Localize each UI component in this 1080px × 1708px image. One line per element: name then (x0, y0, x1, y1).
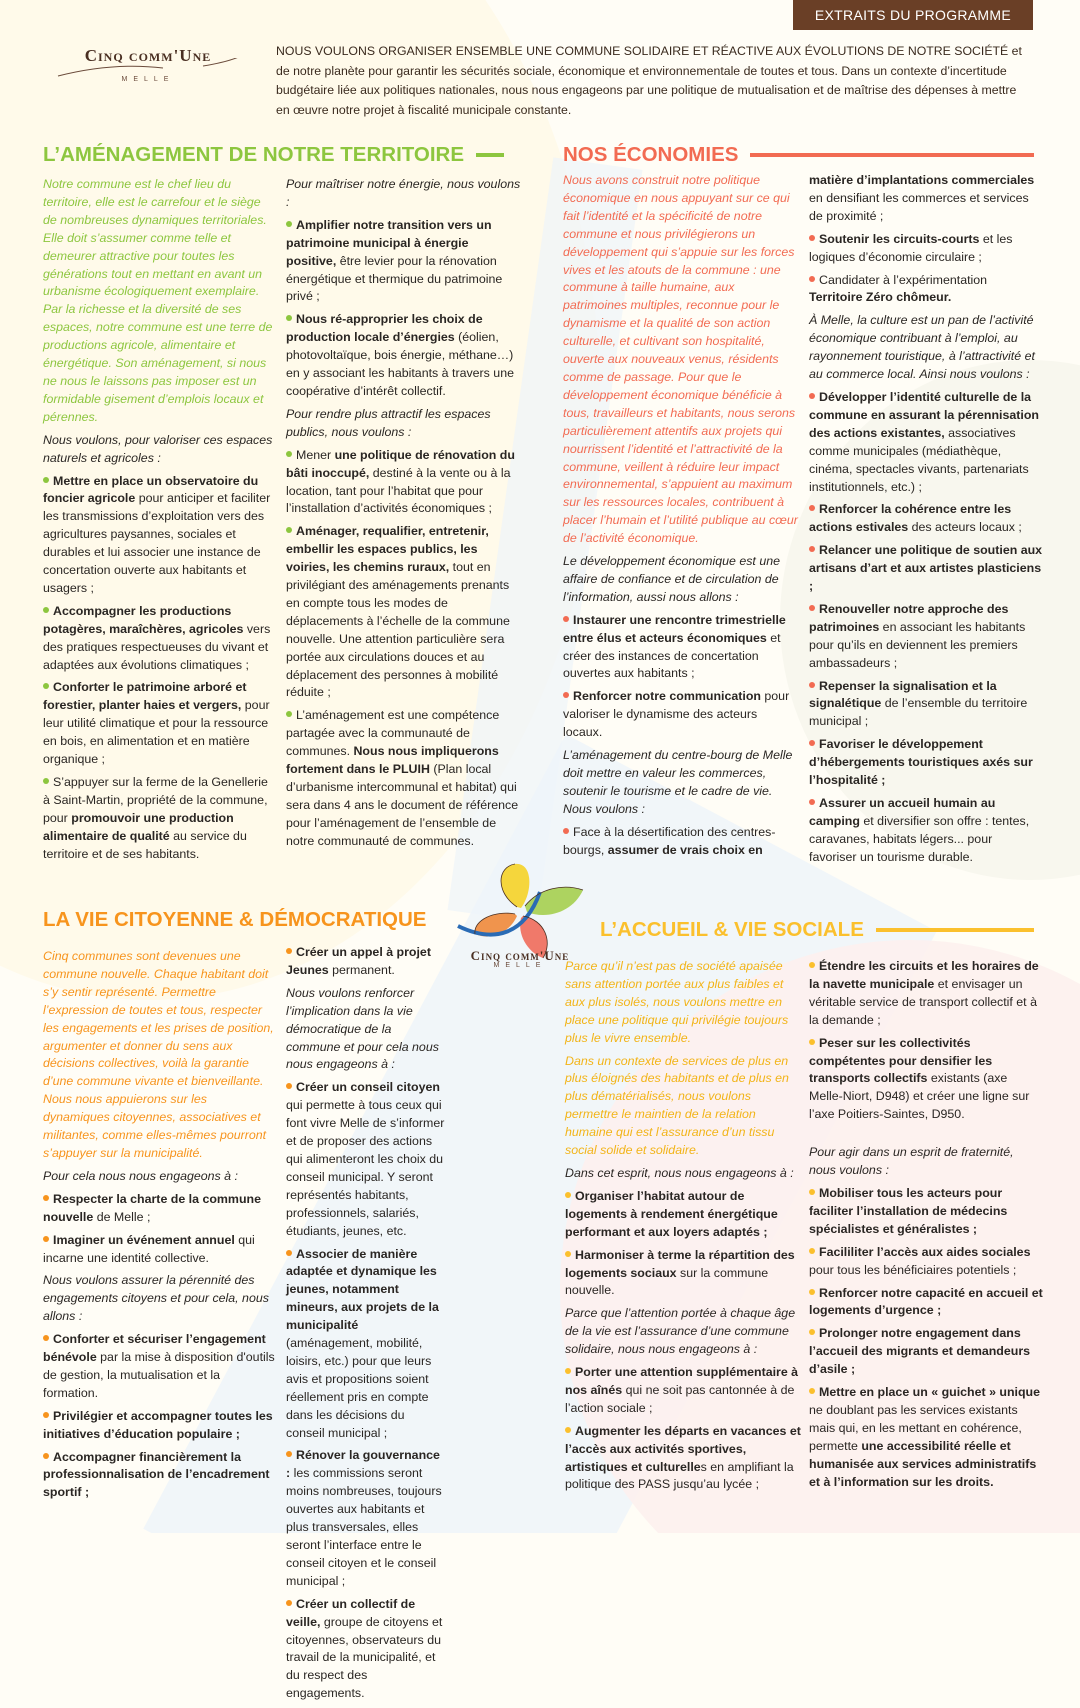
column-citoyenne-1 (43, 948, 275, 1507)
lead-paragraph (43, 176, 275, 427)
title-rule (476, 153, 504, 157)
text-segment: Facililiter l’accès aux aides sociales (819, 1244, 1031, 1259)
text-segment: Relancer une politique de soutien aux artisans d’art et aux artistes plasticiens ; (809, 543, 1043, 594)
text-segment: Soutenir les circuits-courts (819, 231, 980, 246)
text-segment: Pour agir dans un esprit de fraternité, nous voulons : (809, 1145, 1014, 1178)
text-segment: existants (axe Melle-Niort, D948) et créer une ligne sur l’axe Poitiers-Saintes, D950. (809, 1071, 1030, 1122)
logo-sub: MELLE (121, 76, 175, 83)
text-segment: en densifiant les commerces et services de proximité ; (809, 190, 1029, 223)
column-accueil-2 (809, 958, 1043, 1496)
bullet-item (286, 1447, 446, 1590)
bullet-icon (809, 605, 815, 611)
text-segment: Harmoniser à terme la répartition des logements sociaux (565, 1247, 795, 1280)
lead-paragraph (565, 1053, 801, 1160)
bullet-item (809, 601, 1043, 673)
bullet-item (43, 1232, 275, 1268)
text-segment: de Melle ; (93, 1209, 151, 1224)
bullet-item (43, 1408, 275, 1444)
bullet-icon (563, 828, 569, 834)
bullet-icon (809, 546, 815, 552)
text-segment: Associer de manière adaptée et dynamique les jeunes, notamment mineurs, aux projets de la municipalité (286, 1246, 439, 1333)
bullet-icon (286, 527, 292, 533)
text-segment: au service du territoire et de ses habitants. (43, 828, 247, 861)
bullet-item (286, 1246, 446, 1443)
bullet-icon (286, 221, 292, 227)
bullet-item (43, 1331, 275, 1403)
section-banner: EXTRAITS DU PROGRAMME (793, 0, 1033, 30)
bullet-item (809, 231, 1043, 267)
paragraph (286, 176, 522, 212)
text-segment: pour valoriser le dynamisme des acteurs locaux. (563, 689, 790, 740)
text-segment: Créer un appel à projet Jeunes (286, 945, 431, 977)
bullet-icon (809, 1248, 815, 1254)
text-segment: Cinq communes sont devenues une commune nouvelle. Chaque habitant doit s’y sentir représenté. Permettre l’expression de toutes et tous, respecter les engagements et les prises de position, argumenter et donner du sens aux décisions collectives, voilà la garantie d’une commune vivante et bienveillante. Nous nous appuierons sur les dynamiques citoyennes, associatives et militantes, comme elles-mêmes pourront s’appuyer sur la municipalité. (43, 949, 274, 1160)
bullet-icon (43, 1236, 49, 1242)
intro-text: NOUS VOULONS ORGANISER ENSEMBLE UNE COMMUNE SOLIDAIRE ET RÉACTIVE AUX ÉVOLUTIONS DE NOTRE SOCIÉTÉ et de notre planète pour garantir les sécurités sociale, économique et environnementale de toutes et tous. Dans un contexte d’incertitude budgétaire liée aux politiques nationales, nous nous engageons par une politique de mutualisation et de maîtrise des dépenses à mettre en œuvre notre projet à fiscalité municipale constante. (276, 44, 1022, 117)
text-segment: qui incarne une identité collective. (43, 1232, 255, 1265)
text-segment: de l’ensemble du territoire municipal ; (809, 696, 1028, 729)
paragraph (563, 553, 799, 607)
text-segment: et créer des instances de concertation ouvertes aux habitants ; (563, 630, 781, 681)
column-economies-2 (809, 172, 1043, 872)
text-segment: Renforcer notre communication (573, 689, 761, 704)
bullet-icon (809, 505, 815, 511)
text-segment: promouvoir une production alimentaire de qualité (43, 810, 234, 843)
bullet-icon (286, 315, 292, 321)
text-segment: par la mise à disposition d'outils de gestion, la mutualisation et la formation. (43, 1350, 275, 1400)
text-segment: Parce que l’attention portée à chaque âge de la vie est l’assurance d’une commune solidaire, nous nous engageons à : (565, 1306, 796, 1357)
bullet-icon (565, 1251, 571, 1257)
bullet-item (565, 1188, 801, 1242)
bullet-item (43, 679, 275, 769)
bullet-icon (809, 1189, 815, 1195)
text-segment: Prolonger notre engagement dans l’accueil des migrants et demandeurs d’asile ; (809, 1326, 1031, 1377)
bullet-item (809, 795, 1043, 867)
text-segment: Conforter le patrimoine arboré et forestier, planter haies et vergers, (43, 680, 247, 713)
bullet-icon (43, 607, 49, 613)
bullet-icon (809, 682, 815, 688)
title-rule (876, 928, 1034, 932)
bullet-icon (809, 235, 815, 241)
text-segment: Rénover la gouvernance : (286, 1448, 440, 1481)
bullet-item (563, 824, 799, 860)
text-segment: les commissions seront moins nombreuses, toujours ouvertes aux habitants et plus transversales, elles seront l’interface entre le conseil citoyen et le conseil municipal ; (286, 1466, 442, 1588)
paragraph (809, 1144, 1043, 1180)
bullet-item (286, 217, 522, 307)
section-title-text: L’AMÉNAGEMENT DE NOTRE TERRITOIRE (43, 143, 465, 166)
bullet-item (809, 542, 1043, 596)
bullet-item (809, 1185, 1043, 1239)
logo-middle (455, 948, 585, 969)
text-segment: (éolien, photovoltaïque, bois énergie, méthane…) en y associant les habitants à travers une coopérative d’intérêt collectif. (286, 330, 514, 398)
text-segment: Amplifier notre transition vers un patrimoine municipal à énergie positive, (286, 217, 492, 268)
bullet-item (43, 603, 275, 675)
bullet-item (809, 501, 1043, 537)
text-segment: groupe de citoyens et citoyennes, observateurs du travail de la municipalité, et du respect des engagements. (286, 1614, 443, 1701)
text-segment: Renforcer notre capacité en accueil et logements d’urgence ; (809, 1285, 1043, 1318)
bullet-icon (286, 1451, 292, 1457)
bullet-item (809, 272, 1043, 308)
butterfly-logo-icon (455, 862, 605, 962)
text-segment: Le développement économique est une affaire de confiance et de circulation de l’information, aussi nous allons : (563, 554, 780, 604)
bullet-icon (563, 692, 569, 698)
column-accueil-1 (565, 958, 801, 1499)
text-segment: une politique de rénovation du bâti inoccupé, (286, 447, 515, 480)
bullet-item (809, 1325, 1043, 1379)
bullet-icon (809, 962, 815, 968)
paragraph (286, 985, 446, 1075)
column-amenagement-1 (43, 176, 275, 869)
text-segment: Mener (296, 447, 335, 462)
text-segment: associatives comme municipales (médiathèque, cinéma, spectacles vivants, partenariats institutionnels, etc.) ; (809, 425, 1029, 494)
text-segment: Nous voulons renforcer l’implication dans la vie démocratique de la commune et pour cela nous nous engageons à : (286, 985, 439, 1072)
text-segment: Étendre les circuits et les horaires de la navette municipale (809, 959, 1039, 991)
lead-paragraph (565, 958, 801, 1048)
bullet-item (565, 1247, 801, 1301)
bullet-item (563, 688, 799, 742)
bullet-item (563, 612, 799, 684)
bullet-icon (809, 1388, 815, 1394)
bullet-icon (565, 1427, 571, 1433)
text-segment: Privilégier et accompagner toutes les initiatives d’éducation populaire ; (43, 1408, 273, 1441)
logo-name: Cinq comm'Une (470, 948, 570, 963)
text-segment: Territoire Zéro chômeur. (809, 290, 952, 305)
text-segment: qui ne soit pas cantonnée à de l’action sociale ; (565, 1382, 795, 1415)
bullet-item (565, 1423, 801, 1495)
bullet-item (286, 1596, 446, 1703)
text-segment: Pour maîtriser notre énergie, nous voulons : (286, 177, 521, 209)
text-segment: Créer un conseil citoyen (296, 1080, 440, 1095)
text-segment: et envisager un véritable service de transport collectif et à la demande ; (809, 976, 1037, 1027)
paragraph (43, 1168, 275, 1186)
text-segment: Peser sur les collectivités compétentes pour densifier les transports collectifs (809, 1035, 993, 1086)
text-segment: pour anticiper et faciliter les transmissions d’exploitation vers des agricultures paysannes, sociales et durables et lui associer une instance de concertation ouverte aux habitants et usagers ; (43, 491, 271, 595)
bullet-item (809, 1285, 1043, 1321)
lead-paragraph (43, 948, 275, 1163)
bullet-icon (286, 711, 292, 717)
text-segment: Imaginer un événement annuel (53, 1232, 235, 1247)
paragraph (809, 172, 1043, 226)
text-segment: destiné à la vente ou à la location, tant pour l’habitat que pour l’installation d’activités économiques ; (286, 465, 511, 516)
text-segment: Accompagner les productions potagères, maraîchères, agricoles (43, 603, 244, 636)
text-segment: Instaurer une rencontre trimestrielle entre élus et acteurs économiques (563, 612, 786, 645)
section-title-accueil (600, 918, 1034, 942)
bullet-icon (286, 1600, 292, 1606)
bullet-item (286, 944, 446, 980)
bullet-item (43, 473, 275, 598)
text-segment: tout en privilégiant des aménagements prenants en compte tous les modes de déplacements à l’échelle de la commune nouvelle. Une attention particulière sera portée aux circulations douces et au déplacement des personnes à mobilité réduite ; (286, 560, 510, 700)
bullet-icon (565, 1368, 571, 1374)
text-segment: Nous voulons assurer la pérennité des engagements citoyens et pour cela, nous allons : (43, 1273, 269, 1324)
text-segment: Augmenter les départs en vacances et l’accès aux activités sportives, artistiques et culturelle (565, 1423, 801, 1474)
paragraph (565, 1165, 801, 1183)
bullet-icon (43, 477, 49, 483)
logo (48, 46, 248, 83)
bullet-item (809, 1035, 1043, 1125)
bullet-icon (286, 948, 292, 954)
column-amenagement-2 (286, 176, 522, 856)
bullet-icon (43, 1335, 49, 1341)
text-segment: L’aménagement est une compétence partagée avec la communauté de communes. (286, 708, 500, 759)
text-segment: Mettre en place un « guichet » unique (819, 1385, 1041, 1400)
text-segment: Aménager, requalifier, entretenir, embellir les espaces publics, les voiries, les chemins ruraux, (286, 524, 489, 575)
bullet-icon (43, 1195, 49, 1201)
bullet-icon (43, 778, 49, 784)
text-segment: Nous ré-approprier les choix de production locale d’énergies (286, 312, 483, 345)
text-segment: Pour rendre plus attractif les espaces publics, nous voulons : (286, 406, 491, 439)
text-segment: Conforter et sécuriser l’engagement bénévole (43, 1332, 266, 1365)
bullet-item (43, 774, 275, 864)
text-segment: À Melle, la culture est un pan de l’activité économique contribuant à l’emploi, au rayonnement touristique, à l’attractivité et au commerce local. Ainsi nous voulons : (809, 313, 1035, 382)
section-title-text: LA VIE CITOYENNE & DÉMOCRATIQUE (43, 908, 427, 931)
text-segment: Pour cela nous nous engageons à : (43, 1168, 238, 1183)
text-segment: être levier pour la rénovation énergétique et thermique du patrimoine privé ; (286, 253, 503, 304)
text-segment: assumer de vrais choix en (607, 842, 763, 857)
bullet-icon (286, 451, 292, 457)
paragraph (286, 406, 522, 442)
text-segment: des acteurs locaux ; (908, 520, 1022, 535)
text-segment: et les logiques d’économie circulaire ; (809, 231, 1013, 264)
text-segment: Assurer un accueil humain au camping (809, 796, 996, 828)
text-segment: Dans un contexte de services de plus en plus éloignés des habitants et de plus en plus dématérialisés, nous voulons permettre le maintien de la relation humaine qui est l’assurance d’un tissu social solide et solidaire. (565, 1053, 789, 1158)
paragraph (809, 312, 1043, 384)
text-segment: et diversifier son offre : tentes, caravanes, habitats légers... pour favoriser un tourisme durable. (809, 813, 1030, 864)
text-segment: S’appuyer sur la ferme de la Genellerie à Saint-Martin, propriété de la commune, pour (43, 775, 268, 825)
bullet-icon (286, 1083, 292, 1089)
bullet-icon (563, 616, 569, 622)
section-title-economies (563, 143, 1034, 167)
title-rule (750, 153, 1034, 157)
text-segment: Mobiliser tous les acteurs pour faciliter l’installation de médecins spécialistes et généralistes ; (809, 1185, 1008, 1236)
bullet-item (809, 958, 1043, 1030)
text-segment: Renouveller notre approche des patrimoines (809, 601, 1009, 634)
text-segment: Parce qu’il n’est pas de société apaisée sans attention portée aux plus faibles et aux plus isolés, nous voulons mettre en place une politique qui privilégie toujours plus le vivre ensemble. (565, 959, 789, 1045)
paragraph (563, 747, 799, 819)
text-segment: L’aménagement du centre-bourg de Melle doit mettre en valeur les commerces, soutenir le tourisme et le cadre de vie. Nous voulons : (563, 748, 793, 816)
text-segment: Favoriser le développement d’hébergements touristiques axés sur l’hospitalité ; (809, 737, 1033, 788)
bullet-icon (809, 393, 815, 399)
bullet-icon (43, 1412, 49, 1418)
text-segment: Notre commune est le chef lieu du territoire, elle est le carrefour et le siège de nombreuses dynamiques territoriales. Elle doit s’assumer comme telle et demeurer attractive pour toutes les générations tout en mettant en avant un urbanisme écologiquement exemplaire. Par la richesse et la diversité de ses espaces, notre commune est une terre de productions agricole, alimentaire et énergétique. Son aménagement, si nous ne nous le laissons pas imposer est un formidable gisement d’emplois locaux et pérennes. (43, 177, 273, 424)
text-segment: Face à la désertification des centres-bourgs, (563, 824, 776, 857)
logo-sub: MELLE (493, 962, 547, 969)
bullet-icon (809, 799, 815, 805)
text-segment: Nous nous impliquerons fortement dans le PLUIH (286, 744, 499, 777)
paragraph (43, 1272, 275, 1326)
text-segment: vers des pratiques respectueuses du vivant et adaptées aux évolutions climatiques ; (43, 621, 271, 672)
section-title-text: L’ACCUEIL & VIE SOCIALE (600, 918, 864, 941)
bullet-item (809, 1244, 1043, 1280)
paragraph (43, 432, 275, 468)
section-title-vie-citoyenne (43, 908, 426, 932)
bullet-item (286, 1079, 446, 1240)
text-segment: permanent. (328, 962, 395, 977)
bullet-item (565, 1364, 801, 1418)
bullet-item (286, 311, 522, 401)
text-segment: Nous avons construit notre politique économique en nous appuyant sur ce qui fait l’identité et la spécificité de notre commune et nous privilégierons un développement qui s’appuie sur les forces vives et les atouts de la commune : une commune à taille humaine, aux patrimoines multiples, reconnue pour le dynamisme et la qualité de son action culturelle, et cultivant son hospitalité, ouverte aux nouveaux venus, résidents comme de passage. Pour que le développement économique bénéficie à tous, travailleurs et habitants, nous serons particulièrement attentifs aux projets qui nourrissent l’identité et l’attractivité de la commune, veillent à réduire leur impact environnemental, s’appuient au maximum sur les ressources locales, contribuent à placer l’humain et l’utilité publique au cœur de l’activité économique. (563, 173, 798, 546)
bullet-item (286, 707, 522, 850)
text-segment: s en amplifiant la politique des PASS jusqu’au lycée ; (565, 1459, 794, 1492)
section-title-text: NOS ÉCONOMIES (563, 143, 739, 166)
bullet-item (286, 447, 522, 519)
bullet-icon (43, 1453, 49, 1459)
text-segment: en associant les habitants pour qu’ils en deviennent les premiers ambassadeurs ; (809, 619, 1026, 670)
section-title-amenagement (43, 143, 504, 167)
bullet-icon (809, 1289, 815, 1295)
logo-name: Cinq comm'Une (84, 46, 212, 65)
bullet-item (809, 736, 1043, 790)
bullet-icon (43, 683, 49, 689)
bullet-item (809, 1384, 1043, 1491)
text-segment: pour leur utilité climatique et pour la ressource en bois, en alimentation et en matière organique ; (43, 698, 270, 767)
text-segment: Organiser l’habitat autour de logements à rendement énergétique performant et aux loyers adaptés ; (565, 1188, 778, 1239)
bullet-item (809, 389, 1043, 496)
bullet-icon (809, 740, 815, 746)
bullet-item (43, 1191, 275, 1227)
text-segment: Créer un collectif de veille, (286, 1596, 416, 1629)
text-segment: sur la commune nouvelle. (565, 1265, 769, 1298)
text-segment: Dans cet esprit, nous nous engageons à : (565, 1165, 794, 1180)
text-segment: Porter une attention supplémentaire à nos aînés (565, 1365, 799, 1397)
text-segment: qui permette à tous ceux qui font vivre Melle de s’informer et de proposer des actions qui alimenteront les choix du conseil municipal. Y seront représentés habitants, professionnels, salariés, étudiants, jeunes, etc. (286, 1098, 445, 1238)
bullet-item (809, 678, 1043, 732)
text-segment: Respecter la charte de la commune nouvelle (43, 1191, 261, 1224)
text-segment: une accessibilité réelle et humanisée aux services administratifs et à l’information sur les droits. (809, 1438, 1037, 1489)
text-segment: matière d’implantations commerciales (809, 173, 1035, 187)
column-citoyenne-2 (286, 944, 446, 1708)
bullet-item (286, 523, 522, 702)
text-segment: pour tous les bénéficiaires potentiels ; (809, 1262, 1017, 1277)
text-segment: Développer l’identité culturelle de la commune en assurant la pérennisation des actions existantes, (809, 389, 1039, 440)
text-segment: Mettre en place un observatoire du foncier agricole (43, 473, 259, 506)
text-segment: Repenser la signalisation et la signalétique (809, 678, 997, 711)
bullet-icon (286, 1250, 292, 1256)
text-segment: (aménagement, mobilité, loisirs, etc.) pour que leurs avis et propositions soient réellement pris en compte dans les décisions du conseil municipal ; (286, 1336, 432, 1440)
text-segment: ne doublant pas les services existants mais qui, en les mettant en cohérence, permette (809, 1402, 1022, 1453)
column-economies-1 (563, 172, 799, 865)
lead-paragraph (563, 172, 799, 548)
bullet-icon (809, 1039, 815, 1045)
paragraph (565, 1305, 801, 1359)
bullet-icon (809, 1329, 815, 1335)
bullet-item (43, 1449, 275, 1503)
bullet-icon (565, 1192, 571, 1198)
text-segment: Candidater à l’expérimentation (819, 272, 988, 287)
bullet-icon (809, 276, 815, 282)
text-segment: (Plan local d’urbanisme intercommunal et habitat) qui sera dans 4 ans le document de référence pour l’aménagement de l’ensemble de notre communauté de communes. (286, 762, 519, 848)
text-segment: Nous voulons, pour valoriser ces espaces naturels et agricoles : (43, 432, 273, 465)
text-segment: Renforcer la cohérence entre les actions estivales (809, 502, 1012, 535)
text-segment: Accompagner financièrement la professionnalisation de l’encadrement sportif ; (43, 1449, 270, 1500)
